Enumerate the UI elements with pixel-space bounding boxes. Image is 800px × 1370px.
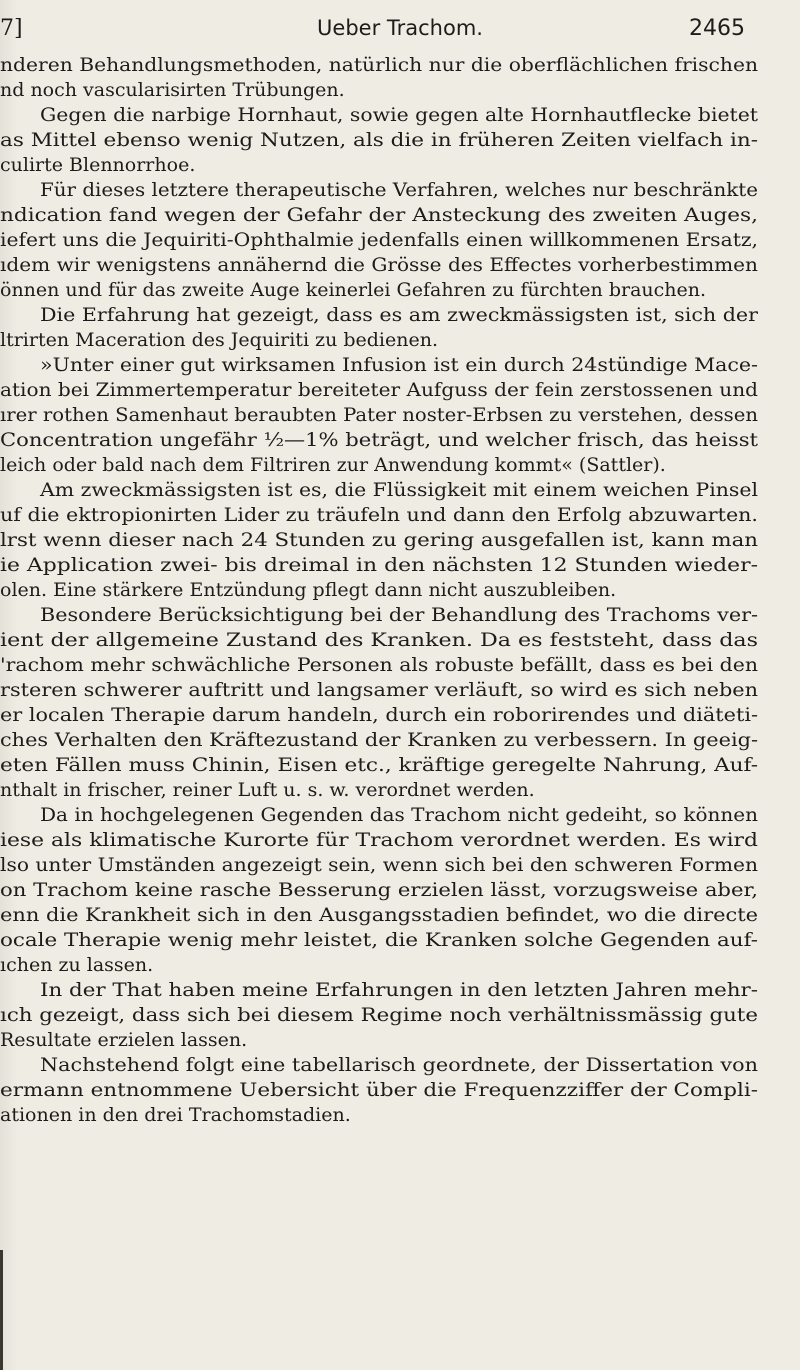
text-line-content: ationen in den drei Trachomstadien.	[0, 1104, 351, 1126]
text-line-content: olen. Eine stärkere Entzündung pflegt dann nicht auszubleiben.	[0, 579, 617, 601]
text-line	[0, 179, 762, 204]
margin-rule	[0, 1250, 3, 1370]
text-line-content: as Mittel ebenso wenig Nutzen, als die in früheren Zeiten vielfach in-	[0, 129, 758, 151]
text-line	[0, 804, 762, 829]
text-line	[0, 254, 762, 279]
text-line-content: rsteren schwerer auftritt und langsamer verläuft, so wird es sich neben	[0, 679, 758, 701]
text-line	[0, 304, 762, 329]
text-line	[0, 279, 762, 304]
text-line	[0, 729, 762, 754]
text-line	[0, 929, 762, 954]
text-line-content: ıchen zu lassen.	[0, 954, 154, 976]
text-line-content: ermann entnommene Uebersicht über die Frequenzziffer der Compli-	[0, 1079, 758, 1101]
text-line-content: »Unter einer gut wirksamen Infusion ist ein durch 24stündige Mace-	[40, 354, 758, 376]
text-line	[0, 604, 762, 629]
text-line-content: ndication fand wegen der Gefahr der Ansteckung des zweiten Auges,	[0, 204, 758, 226]
text-line-content: nthalt in frischer, reiner Luft u. s. w. verordnet werden.	[0, 779, 535, 801]
text-line-content: iese als klimatische Kurorte für Trachom verordnet werden. Es wird	[0, 829, 758, 851]
text-line-content: ation bei Zimmertemperatur bereiteter Aufguss der fein zerstossenen und	[0, 379, 758, 401]
text-line	[0, 1079, 762, 1104]
text-line	[0, 79, 762, 104]
text-line-content: ie Application zwei- bis dreimal in den nächsten 12 Stunden wieder-	[0, 554, 758, 576]
text-line	[0, 654, 762, 679]
text-line-content: lso unter Umständen angezeigt sein, wenn sich bei den schweren Formen	[0, 854, 758, 876]
text-line-content: Die Erfahrung hat gezeigt, dass es am zweckmässigsten ist, sich der	[40, 304, 758, 326]
running-title: Ueber Trachom.	[317, 16, 483, 40]
text-line	[0, 54, 762, 79]
text-line-content: ient der allgemeine Zustand des Kranken. Da es feststeht, dass das	[0, 629, 758, 651]
text-line-content: In der That haben meine Erfahrungen in den letzten Jahren mehr-	[40, 979, 758, 1001]
text-line-content: Für dieses letztere therapeutische Verfahren, welches nur beschränkte	[40, 179, 758, 201]
text-line	[0, 1029, 762, 1054]
text-line-content: uf die ektropionirten Lider zu träufeln und dann den Erfolg abzuwarten.	[0, 504, 758, 526]
text-line	[0, 204, 762, 229]
text-line	[0, 954, 762, 979]
text-line	[0, 329, 762, 354]
text-line	[0, 354, 762, 379]
text-line-content: ırer rothen Samenhaut beraubten Pater noster-Erbsen zu verstehen, dessen	[0, 404, 758, 426]
text-line-content: eten Fällen muss Chinin, Eisen etc., kräftige geregelte Nahrung, Auf-	[0, 754, 758, 776]
text-line-content: Gegen die narbige Hornhaut, sowie gegen alte Hornhautflecke bietet	[40, 104, 758, 126]
text-line-content: er localen Therapie darum handeln, durch ein roborirendes und diäteti-	[0, 704, 758, 726]
text-line-content: Resultate erzielen lassen.	[0, 1029, 248, 1051]
page-header	[0, 14, 800, 44]
text-line	[0, 779, 762, 804]
text-line-content: culirte Blennorrhoe.	[0, 154, 196, 176]
text-line-content: ıch gezeigt, dass sich bei diesem Regime noch verhältnissmässig gute	[0, 1004, 758, 1026]
text-line-content: on Trachom keine rasche Besserung erzielen lässt, vorzugsweise aber,	[0, 879, 758, 901]
text-line	[0, 104, 762, 129]
text-line	[0, 679, 762, 704]
text-line	[0, 979, 762, 1004]
text-line-content: lrst wenn dieser nach 24 Stunden zu gering ausgefallen ist, kann man	[0, 529, 758, 551]
text-line	[0, 1004, 762, 1029]
text-line-content: enn die Krankheit sich in den Ausgangsstadien befindet, wo die directe	[0, 904, 758, 926]
text-line	[0, 1054, 762, 1079]
text-line	[0, 554, 762, 579]
text-line-content: ches Verhalten den Kräftezustand der Kranken zu verbessern. In geeig-	[0, 729, 758, 751]
body-text	[0, 54, 762, 1129]
text-line-content: Besondere Berücksichtigung bei der Behandlung des Trachoms ver-	[40, 604, 758, 626]
text-line-content: iefert uns die Jequiriti-Ophthalmie jedenfalls einen willkommenen Ersatz,	[0, 229, 758, 251]
text-line	[0, 379, 762, 404]
text-line-content: Am zweckmässigsten ist es, die Flüssigkeit mit einem weichen Pinsel	[40, 479, 758, 501]
text-line	[0, 1104, 762, 1129]
text-line	[0, 829, 762, 854]
text-line-content: nd noch vascularisirten Trübungen.	[0, 79, 345, 101]
text-line	[0, 904, 762, 929]
text-line-content: Da in hochgelegenen Gegenden das Trachom nicht gedeiht, so können	[40, 804, 758, 826]
page-number: 2465	[689, 16, 745, 41]
text-line	[0, 454, 762, 479]
text-line-content: Concentration ungefähr ½—1% beträgt, und welcher frisch, das heisst	[0, 429, 758, 451]
text-line-content: nderen Behandlungsmethoden, natürlich nur die oberflächlichen frischen	[0, 54, 758, 76]
text-line	[0, 504, 762, 529]
text-line	[0, 229, 762, 254]
text-line	[0, 854, 762, 879]
text-line	[0, 479, 762, 504]
text-line-content: önnen und für das zweite Auge keinerlei Gefahren zu fürchten brauchen.	[0, 279, 707, 301]
text-line	[0, 754, 762, 779]
text-line-content: ocale Therapie wenig mehr leistet, die Kranken solche Gegenden auf-	[0, 929, 759, 951]
text-line	[0, 629, 762, 654]
text-line	[0, 704, 762, 729]
text-line	[0, 429, 762, 454]
text-line-content: 'rachom mehr schwächliche Personen als robuste befällt, dass es bei den	[0, 654, 758, 676]
text-line-content: ıdem wir wenigstens annähernd die Grösse des Effectes vorherbestimmen	[0, 254, 758, 276]
text-line	[0, 579, 762, 604]
text-line	[0, 529, 762, 554]
text-line	[0, 404, 762, 429]
text-line	[0, 154, 762, 179]
text-line-content: ltrirten Maceration des Jequiriti zu bedienen.	[0, 329, 438, 351]
section-mark: 7]	[0, 16, 23, 41]
text-line-content: Nachstehend folgt eine tabellarisch geordnete, der Dissertation von	[40, 1054, 758, 1076]
text-line-content: leich oder bald nach dem Filtriren zur Anwendung kommt« (Sattler).	[0, 454, 666, 476]
text-line	[0, 129, 762, 154]
text-line	[0, 879, 762, 904]
